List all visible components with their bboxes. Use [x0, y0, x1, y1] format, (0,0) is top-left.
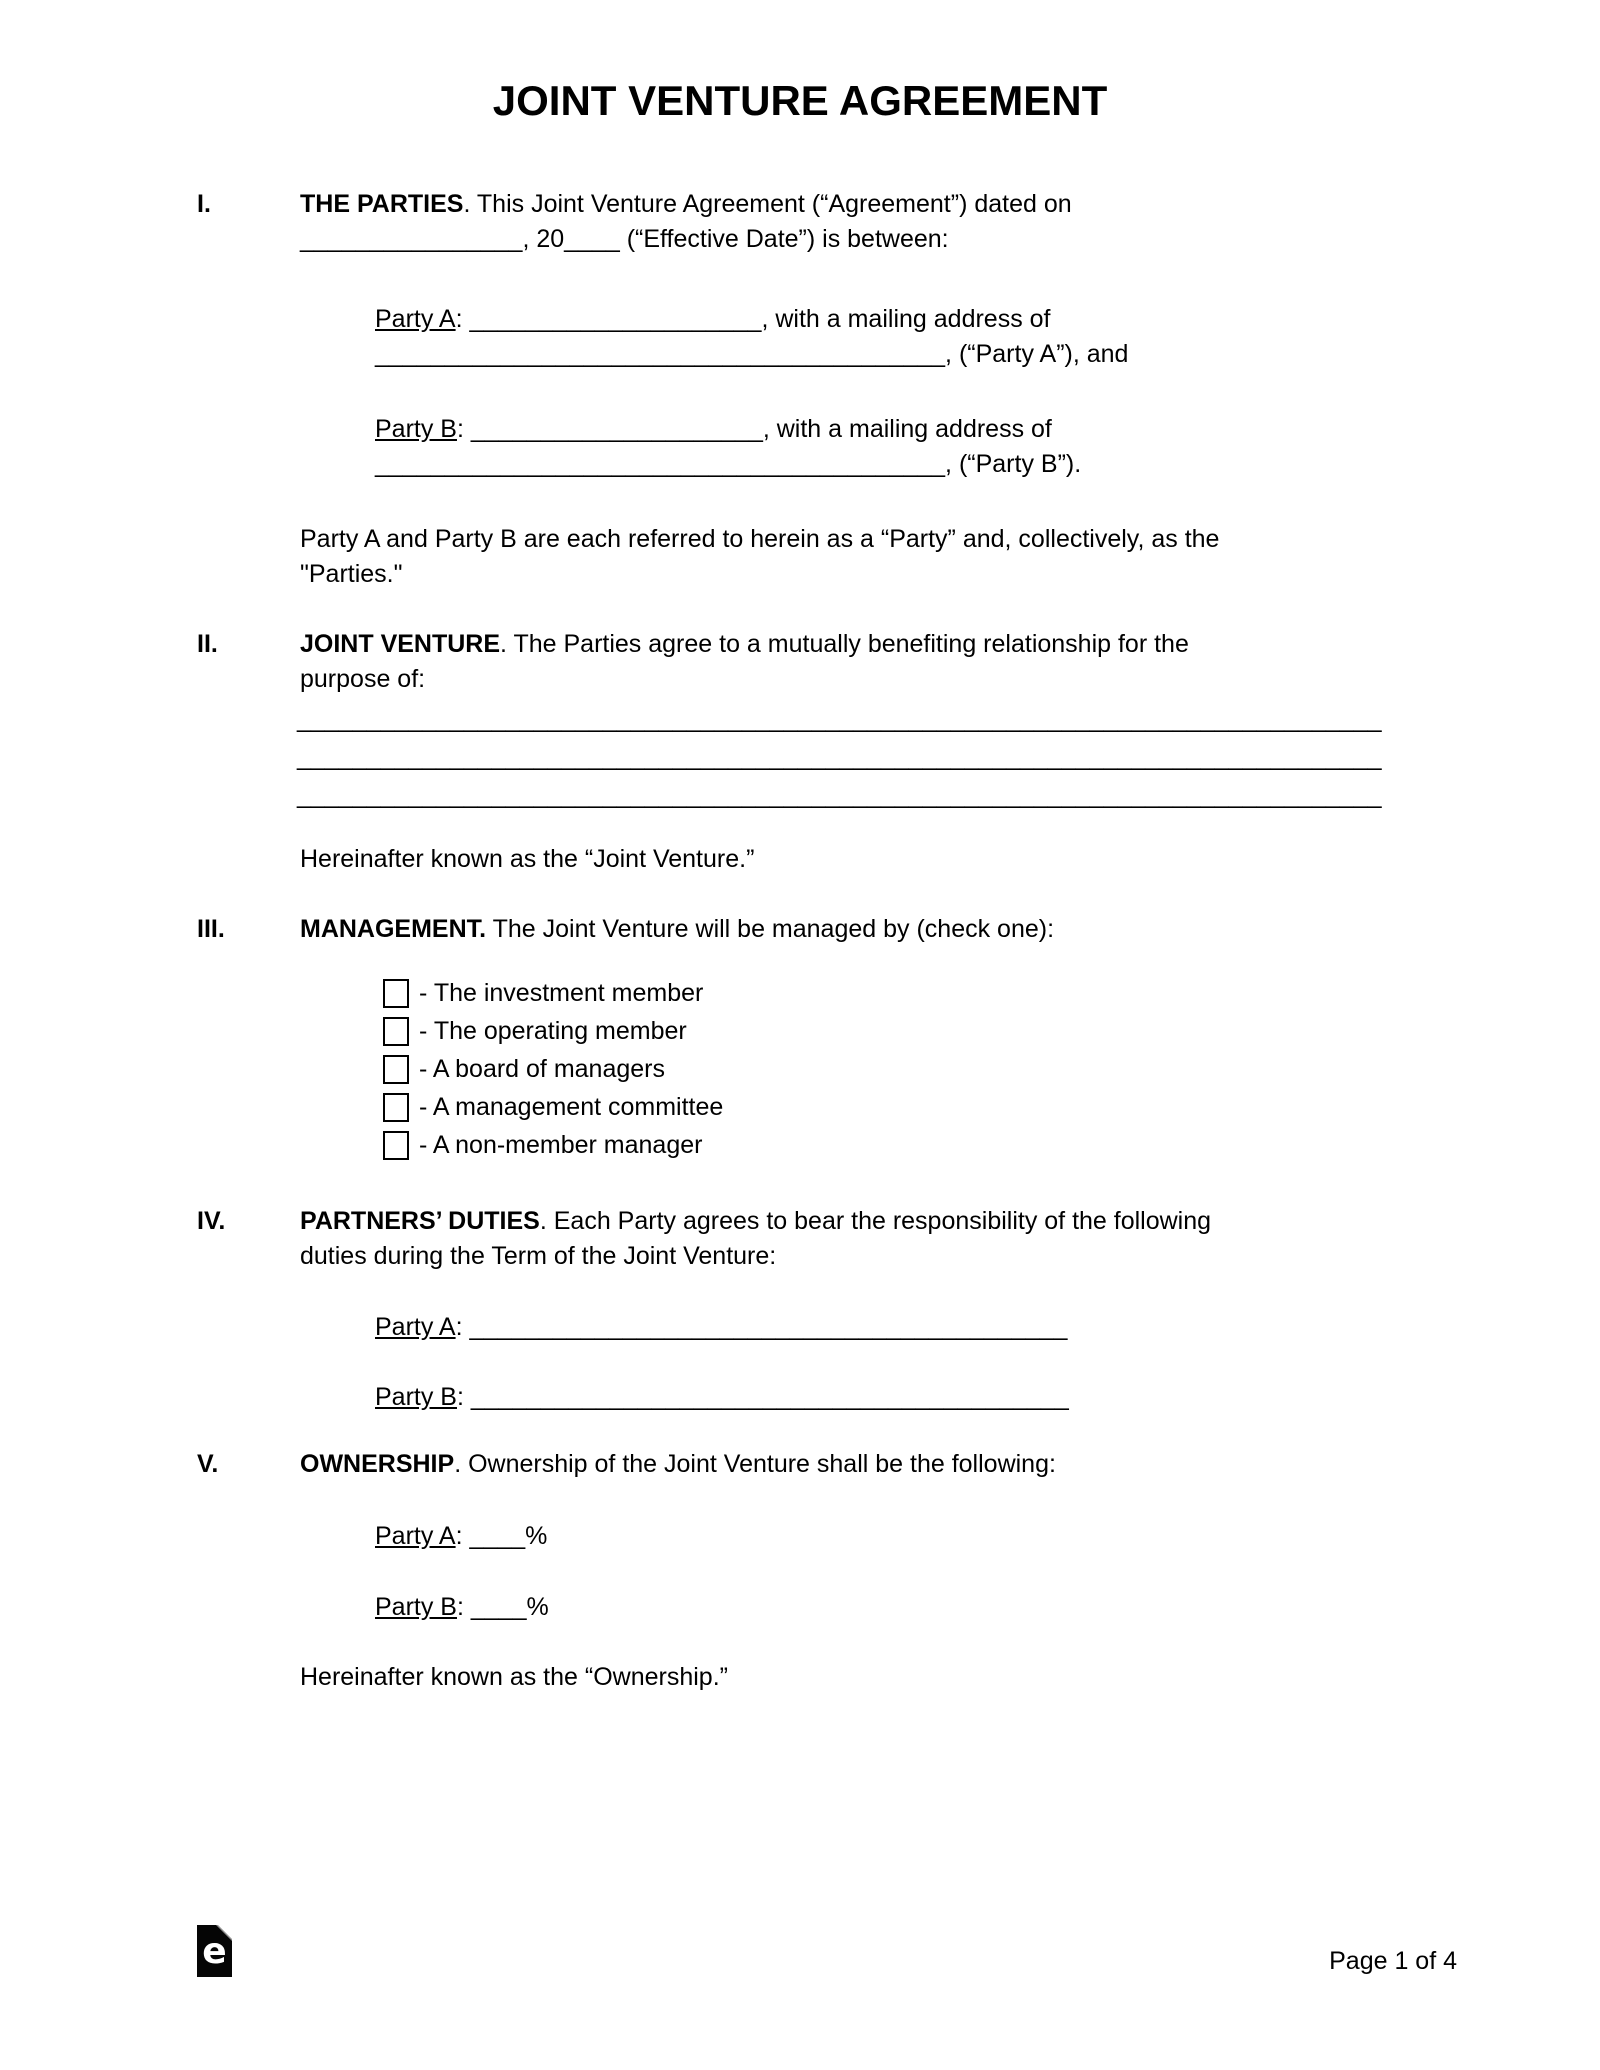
party-a-name-blank: : _____________________, with a mailing address of — [455, 305, 1051, 333]
checkbox-label-investment-member: - The investment member — [419, 978, 704, 1007]
section-joint-venture-text: . The Parties agree to a mutually benefiting relationship for the — [500, 630, 1189, 658]
party-b-ownership-label: Party B — [375, 1593, 457, 1621]
checkbox-operating-member[interactable] — [383, 1017, 409, 1046]
section-partners-duties — [197, 1204, 1211, 1274]
section-the-parties-heading: THE PARTIES — [300, 190, 464, 218]
section-joint-venture-line2: purpose of: — [300, 665, 426, 693]
purpose-blank-lines — [297, 700, 1382, 814]
party-b-ownership-line — [375, 1590, 549, 1625]
management-option-row — [383, 974, 723, 1012]
section-ownership-heading: OWNERSHIP — [300, 1450, 455, 1478]
section-management-heading: MANAGEMENT. — [300, 915, 487, 943]
section-joint-venture — [197, 627, 1189, 697]
management-options-list — [383, 974, 723, 1164]
party-b-name-line — [375, 412, 1081, 447]
parties-definition-line1: Party A and Party B are each referred to herein as a “Party” and, collectively, as the — [300, 525, 1220, 553]
party-b-name-blank: : _____________________, with a mailing address of — [456, 415, 1052, 443]
section-management-text: The Joint Venture will be managed by (check one): — [486, 915, 1055, 943]
section-partners-duties-line2: duties during the Term of the Joint Venture: — [300, 1242, 777, 1270]
section-management — [197, 912, 1054, 947]
party-a-ownership-blank: : ____% — [455, 1522, 548, 1550]
party-a-duties-blank: : ___________________________________________ — [455, 1313, 1068, 1341]
checkbox-label-operating-member: - The operating member — [419, 1016, 687, 1045]
section-the-parties-numeral: I. — [197, 190, 211, 218]
party-b-address-blank: _________________________________________, (“Party B”). — [375, 450, 1082, 478]
party-b-duties-label: Party B — [375, 1383, 457, 1411]
management-option-row — [383, 1012, 723, 1050]
party-a-name-line — [375, 302, 1128, 337]
section-the-parties-text: . This Joint Venture Agreement (“Agreement”) dated on — [463, 190, 1072, 218]
section-partners-duties-text: . Each Party agrees to bear the responsibility of the following — [539, 1207, 1212, 1235]
ownership-hereinafter: Hereinafter known as the “Ownership.” — [300, 1663, 728, 1691]
party-a-ownership-label: Party A — [375, 1522, 456, 1550]
management-option-row — [383, 1088, 723, 1126]
section-ownership-text: . Ownership of the Joint Venture shall be the following: — [454, 1450, 1056, 1478]
section-the-parties — [197, 187, 1072, 257]
section-management-line1 — [197, 912, 1054, 947]
party-a-label: Party A — [375, 305, 456, 333]
section-partners-duties-line1 — [197, 1204, 1211, 1239]
effective-date-blank-line: ________________, 20____ (“Effective Date”) is between: — [300, 225, 949, 253]
logo-letter: e — [202, 1931, 227, 1972]
checkbox-label-board-of-managers: - A board of managers — [419, 1054, 665, 1083]
management-option-row — [383, 1050, 723, 1088]
party-b-label: Party B — [375, 415, 457, 443]
purpose-blank-line: ______________________________________________________________________________ — [297, 781, 1382, 809]
checkbox-non-member-manager[interactable] — [383, 1131, 409, 1160]
section-ownership-line1 — [197, 1447, 1056, 1482]
section-management-numeral: III. — [197, 915, 225, 943]
eforms-logo — [197, 1925, 232, 1977]
purpose-blank-line: ______________________________________________________________________________ — [297, 743, 1382, 771]
purpose-blank-line: ______________________________________________________________________________ — [297, 705, 1382, 733]
party-a-address-blank: _________________________________________, (“Party A”), and — [375, 340, 1129, 368]
section-joint-venture-numeral: II. — [197, 630, 218, 658]
party-b-ownership-blank: : ____% — [456, 1593, 549, 1621]
section-the-parties-line1 — [197, 187, 1072, 222]
section-joint-venture-heading: JOINT VENTURE — [300, 630, 501, 658]
party-b-duties-blank: : ___________________________________________ — [456, 1383, 1069, 1411]
party-a-duties-line — [375, 1310, 1067, 1345]
party-b-clause — [375, 412, 1081, 482]
management-option-row — [383, 1126, 723, 1164]
checkbox-investment-member[interactable] — [383, 979, 409, 1008]
section-ownership — [197, 1447, 1056, 1482]
joint-venture-hereinafter: Hereinafter known as the “Joint Venture.” — [300, 845, 755, 873]
section-joint-venture-line1 — [197, 627, 1189, 662]
party-a-ownership-line — [375, 1519, 547, 1554]
parties-definition-paragraph — [300, 522, 1219, 592]
document-title: JOINT VENTURE AGREEMENT — [492, 77, 1108, 124]
checkbox-label-management-committee: - A management committee — [419, 1092, 724, 1121]
checkbox-label-non-member-manager: - A non-member manager — [419, 1130, 703, 1159]
checkbox-management-committee[interactable] — [383, 1093, 409, 1122]
checkbox-board-of-managers[interactable] — [383, 1055, 409, 1084]
party-a-clause — [375, 302, 1128, 372]
section-partners-duties-heading: PARTNERS’ DUTIES — [300, 1207, 540, 1235]
section-partners-duties-numeral: IV. — [197, 1207, 226, 1235]
section-ownership-numeral: V. — [197, 1450, 219, 1478]
parties-definition-line2: "Parties." — [300, 560, 403, 588]
page-number: Page 1 of 4 — [1329, 1947, 1457, 1975]
party-a-duties-label: Party A — [375, 1313, 456, 1341]
party-b-duties-line — [375, 1380, 1069, 1415]
